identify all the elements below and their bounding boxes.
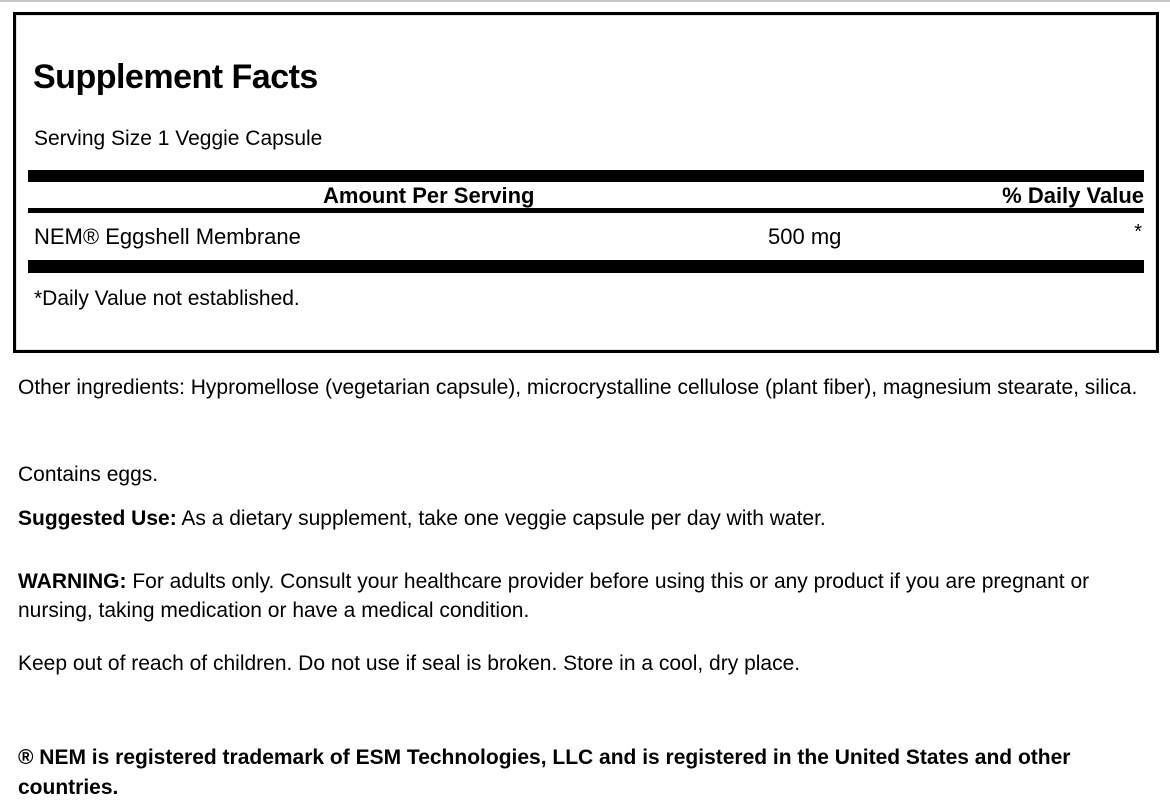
ingredient-daily-value: *: [1134, 221, 1142, 243]
serving-size-text: Serving Size 1 Veggie Capsule: [34, 127, 323, 150]
keep-out-paragraph: Keep out of reach of children. Do not use if seal is broken. Store in a cool, dry place.: [18, 652, 801, 675]
warning-text: For adults only. Consult your healthcare provider before using this or any product if you are pregnant or nursing, taking medication or have a medical condition.: [18, 570, 1090, 622]
thin-divider-header: [28, 208, 1144, 213]
suggested-use-label: Suggested Use:: [18, 507, 177, 530]
daily-value-footnote: *Daily Value not established.: [34, 287, 300, 310]
supplement-facts-panel: [13, 12, 1159, 353]
thick-divider-bottom: [28, 260, 1144, 273]
amount-per-serving-header: Amount Per Serving: [323, 183, 535, 208]
suggested-use-text: As a dietary supplement, take one veggie capsule per day with water.: [176, 507, 826, 530]
daily-value-header: % Daily Value: [1002, 183, 1144, 208]
trademark-paragraph: ® NEM is registered trademark of ESM Technologies, LLC and is registered in the United States and other countries.: [18, 746, 1071, 799]
top-edge-line: [0, 0, 1170, 2]
panel-title: Supplement Facts: [33, 58, 318, 96]
ingredient-name: NEM® Eggshell Membrane: [34, 224, 301, 249]
warning-paragraph: [18, 567, 1148, 625]
warning-label: WARNING:: [18, 570, 127, 593]
contains-paragraph: Contains eggs.: [18, 463, 159, 486]
other-ingredients-paragraph: Other ingredients: Hypromellose (vegetarian capsule), microcrystalline cellulose (plant fiber), magnesium stearate, silica.: [18, 376, 1138, 399]
thick-divider-top: [28, 170, 1144, 182]
ingredient-amount: 500 mg: [768, 224, 842, 249]
suggested-use-paragraph: [18, 504, 1148, 533]
